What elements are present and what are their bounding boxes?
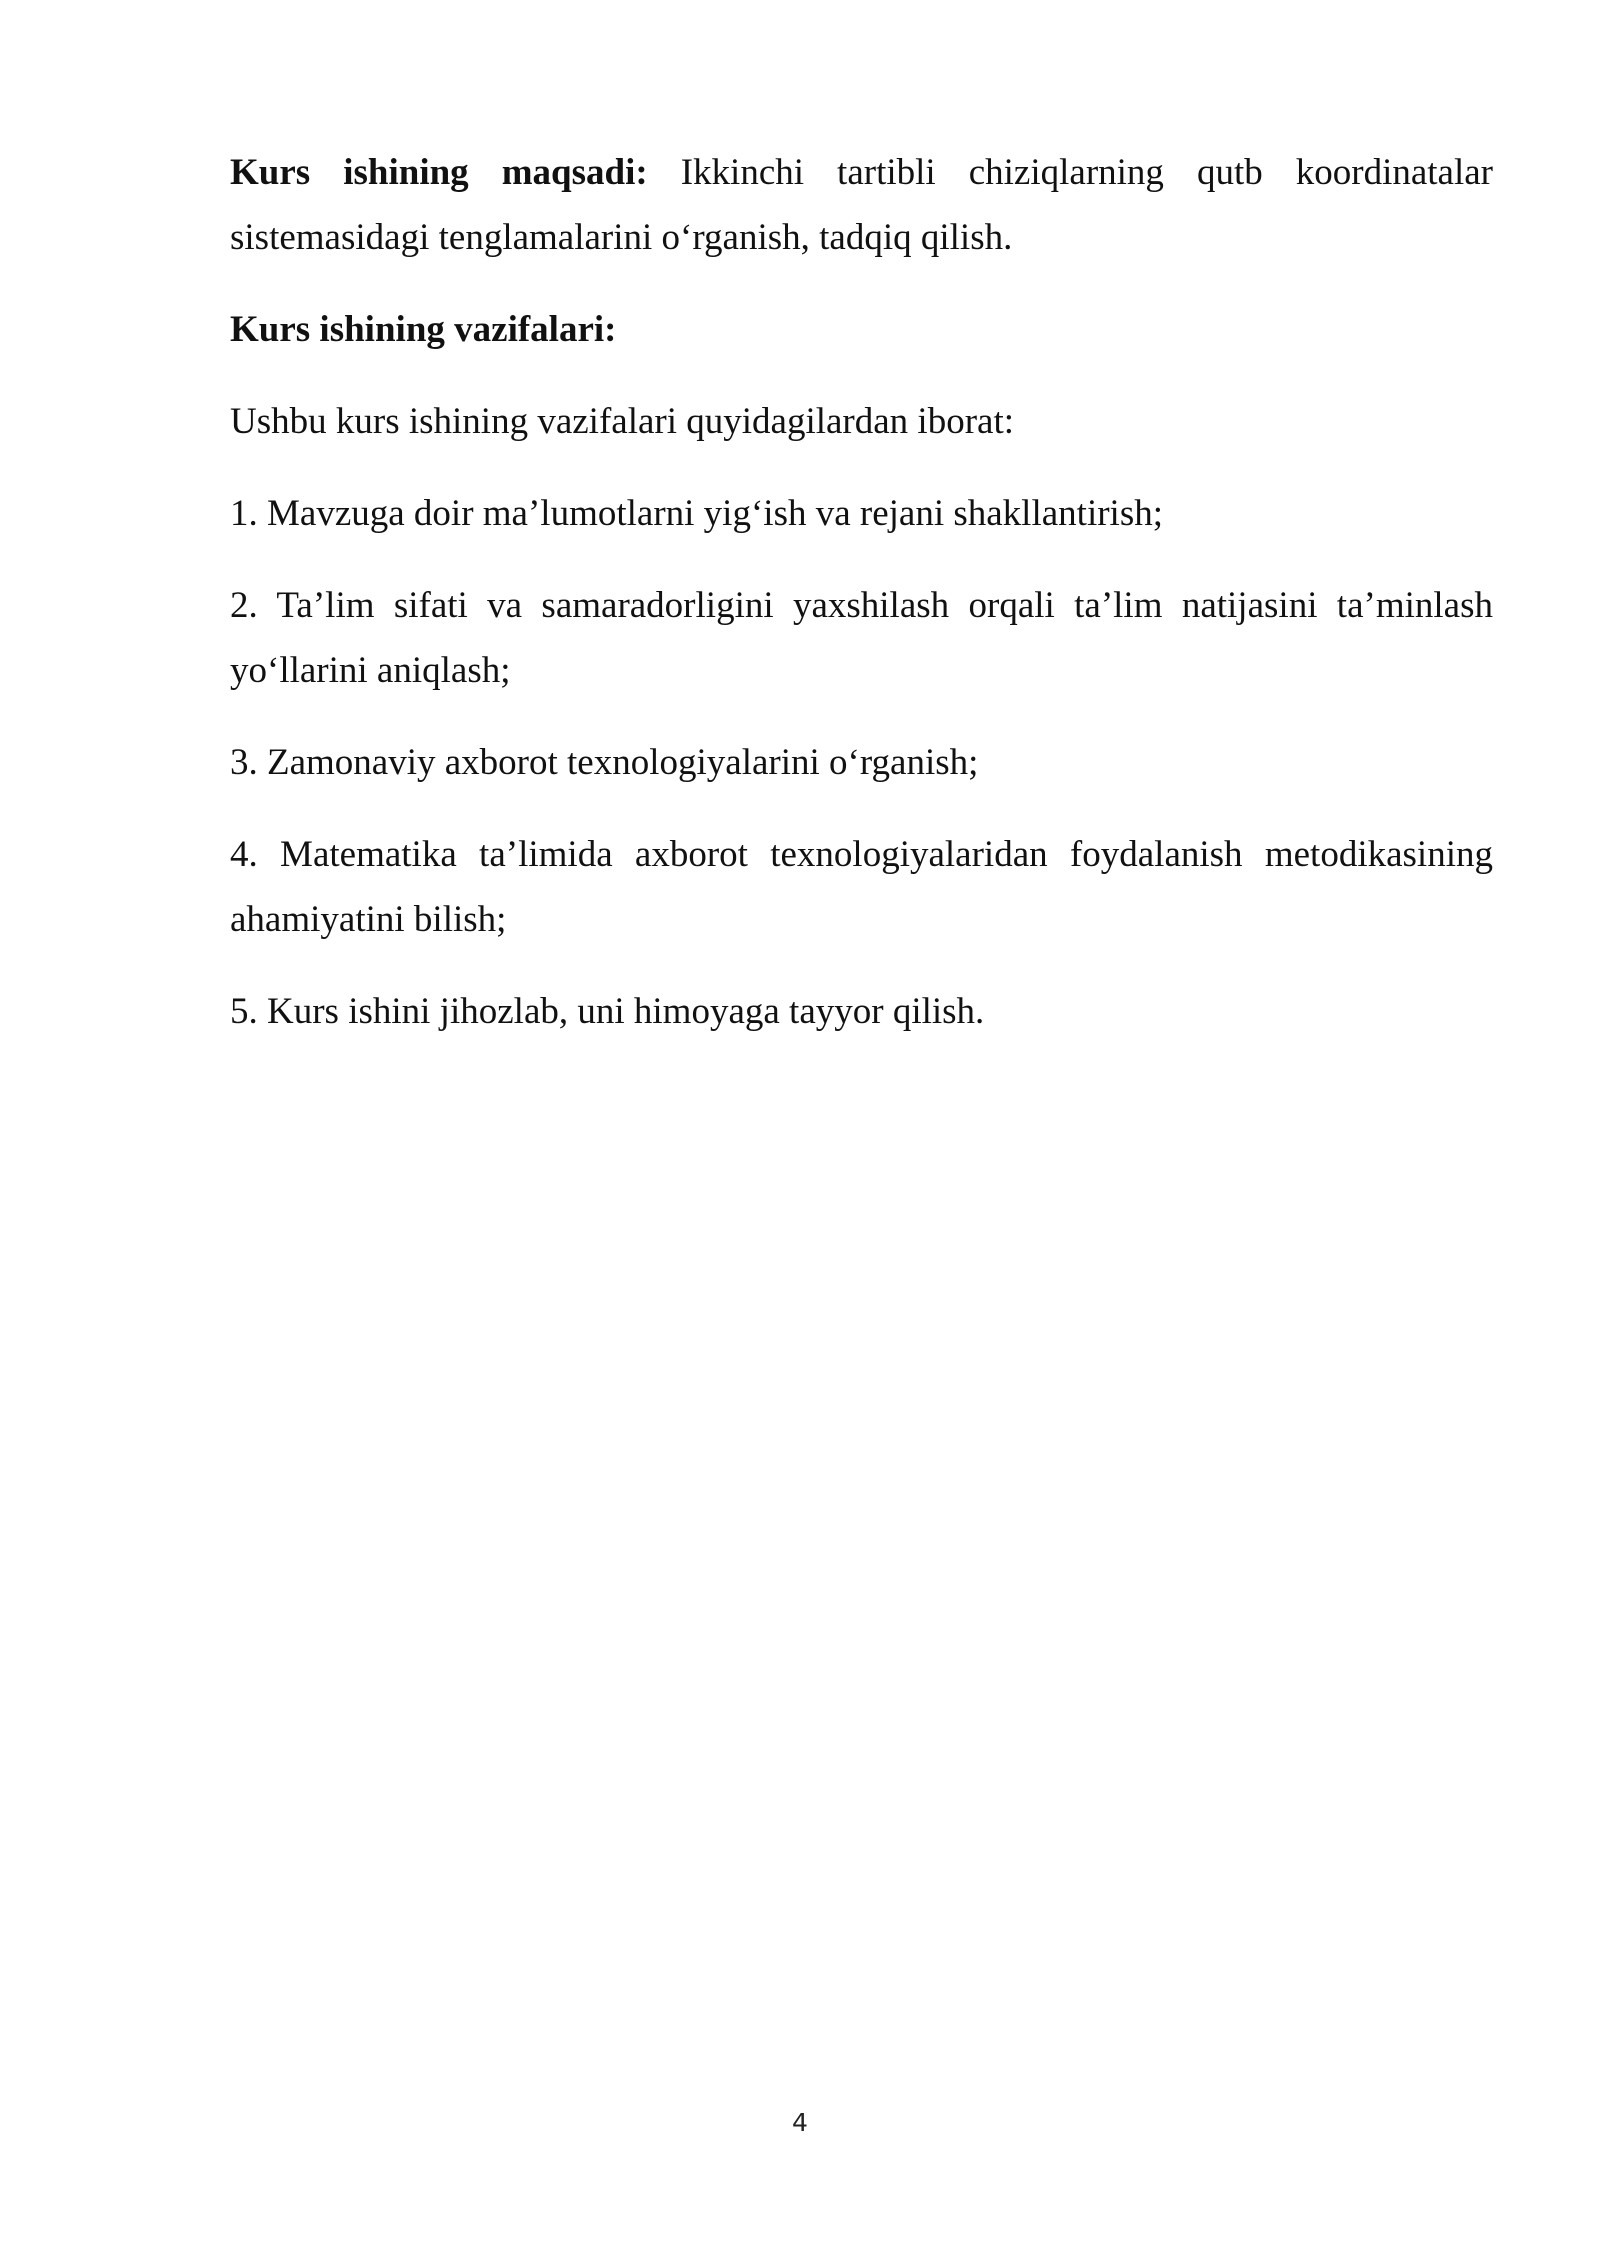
task-item-4: 4. Matematika ta’limida axborot texnologiyalaridan foydalanish metodikasining ahamiyatini bilish; bbox=[230, 834, 1493, 940]
goal-label: Kurs ishining maqsadi: bbox=[230, 152, 648, 193]
page-number: 4 bbox=[792, 2108, 808, 2137]
task-item-2: 2. Ta’lim sifati va samaradorligini yaxshilash orqali ta’lim natijasini ta’minlash yo‘llarini aniqlash; bbox=[230, 585, 1493, 691]
goal-paragraph bbox=[230, 140, 1493, 270]
tasks-intro: Ushbu kurs ishining vazifalari quyidagilardan iborat: bbox=[230, 401, 1015, 442]
task-item-3: 3. Zamonaviy axborot texnologiyalarini o‘rganish; bbox=[230, 742, 979, 783]
page-content bbox=[230, 140, 1493, 1071]
task-item-1: 1. Mavzuga doir ma’lumotlarni yig‘ish va rejani shakllantirish; bbox=[230, 493, 1164, 534]
goal-text: Ikkinchi tartibli chiziqlarning qutb koordinatalar sistemasidagi tenglamalarini o‘rganish, tadqiq qilish. bbox=[230, 152, 1493, 258]
tasks-heading: Kurs ishining vazifalari: bbox=[230, 309, 617, 350]
task-item-5: 5. Kurs ishini jihozlab, uni himoyaga tayyor qilish. bbox=[230, 991, 985, 1032]
